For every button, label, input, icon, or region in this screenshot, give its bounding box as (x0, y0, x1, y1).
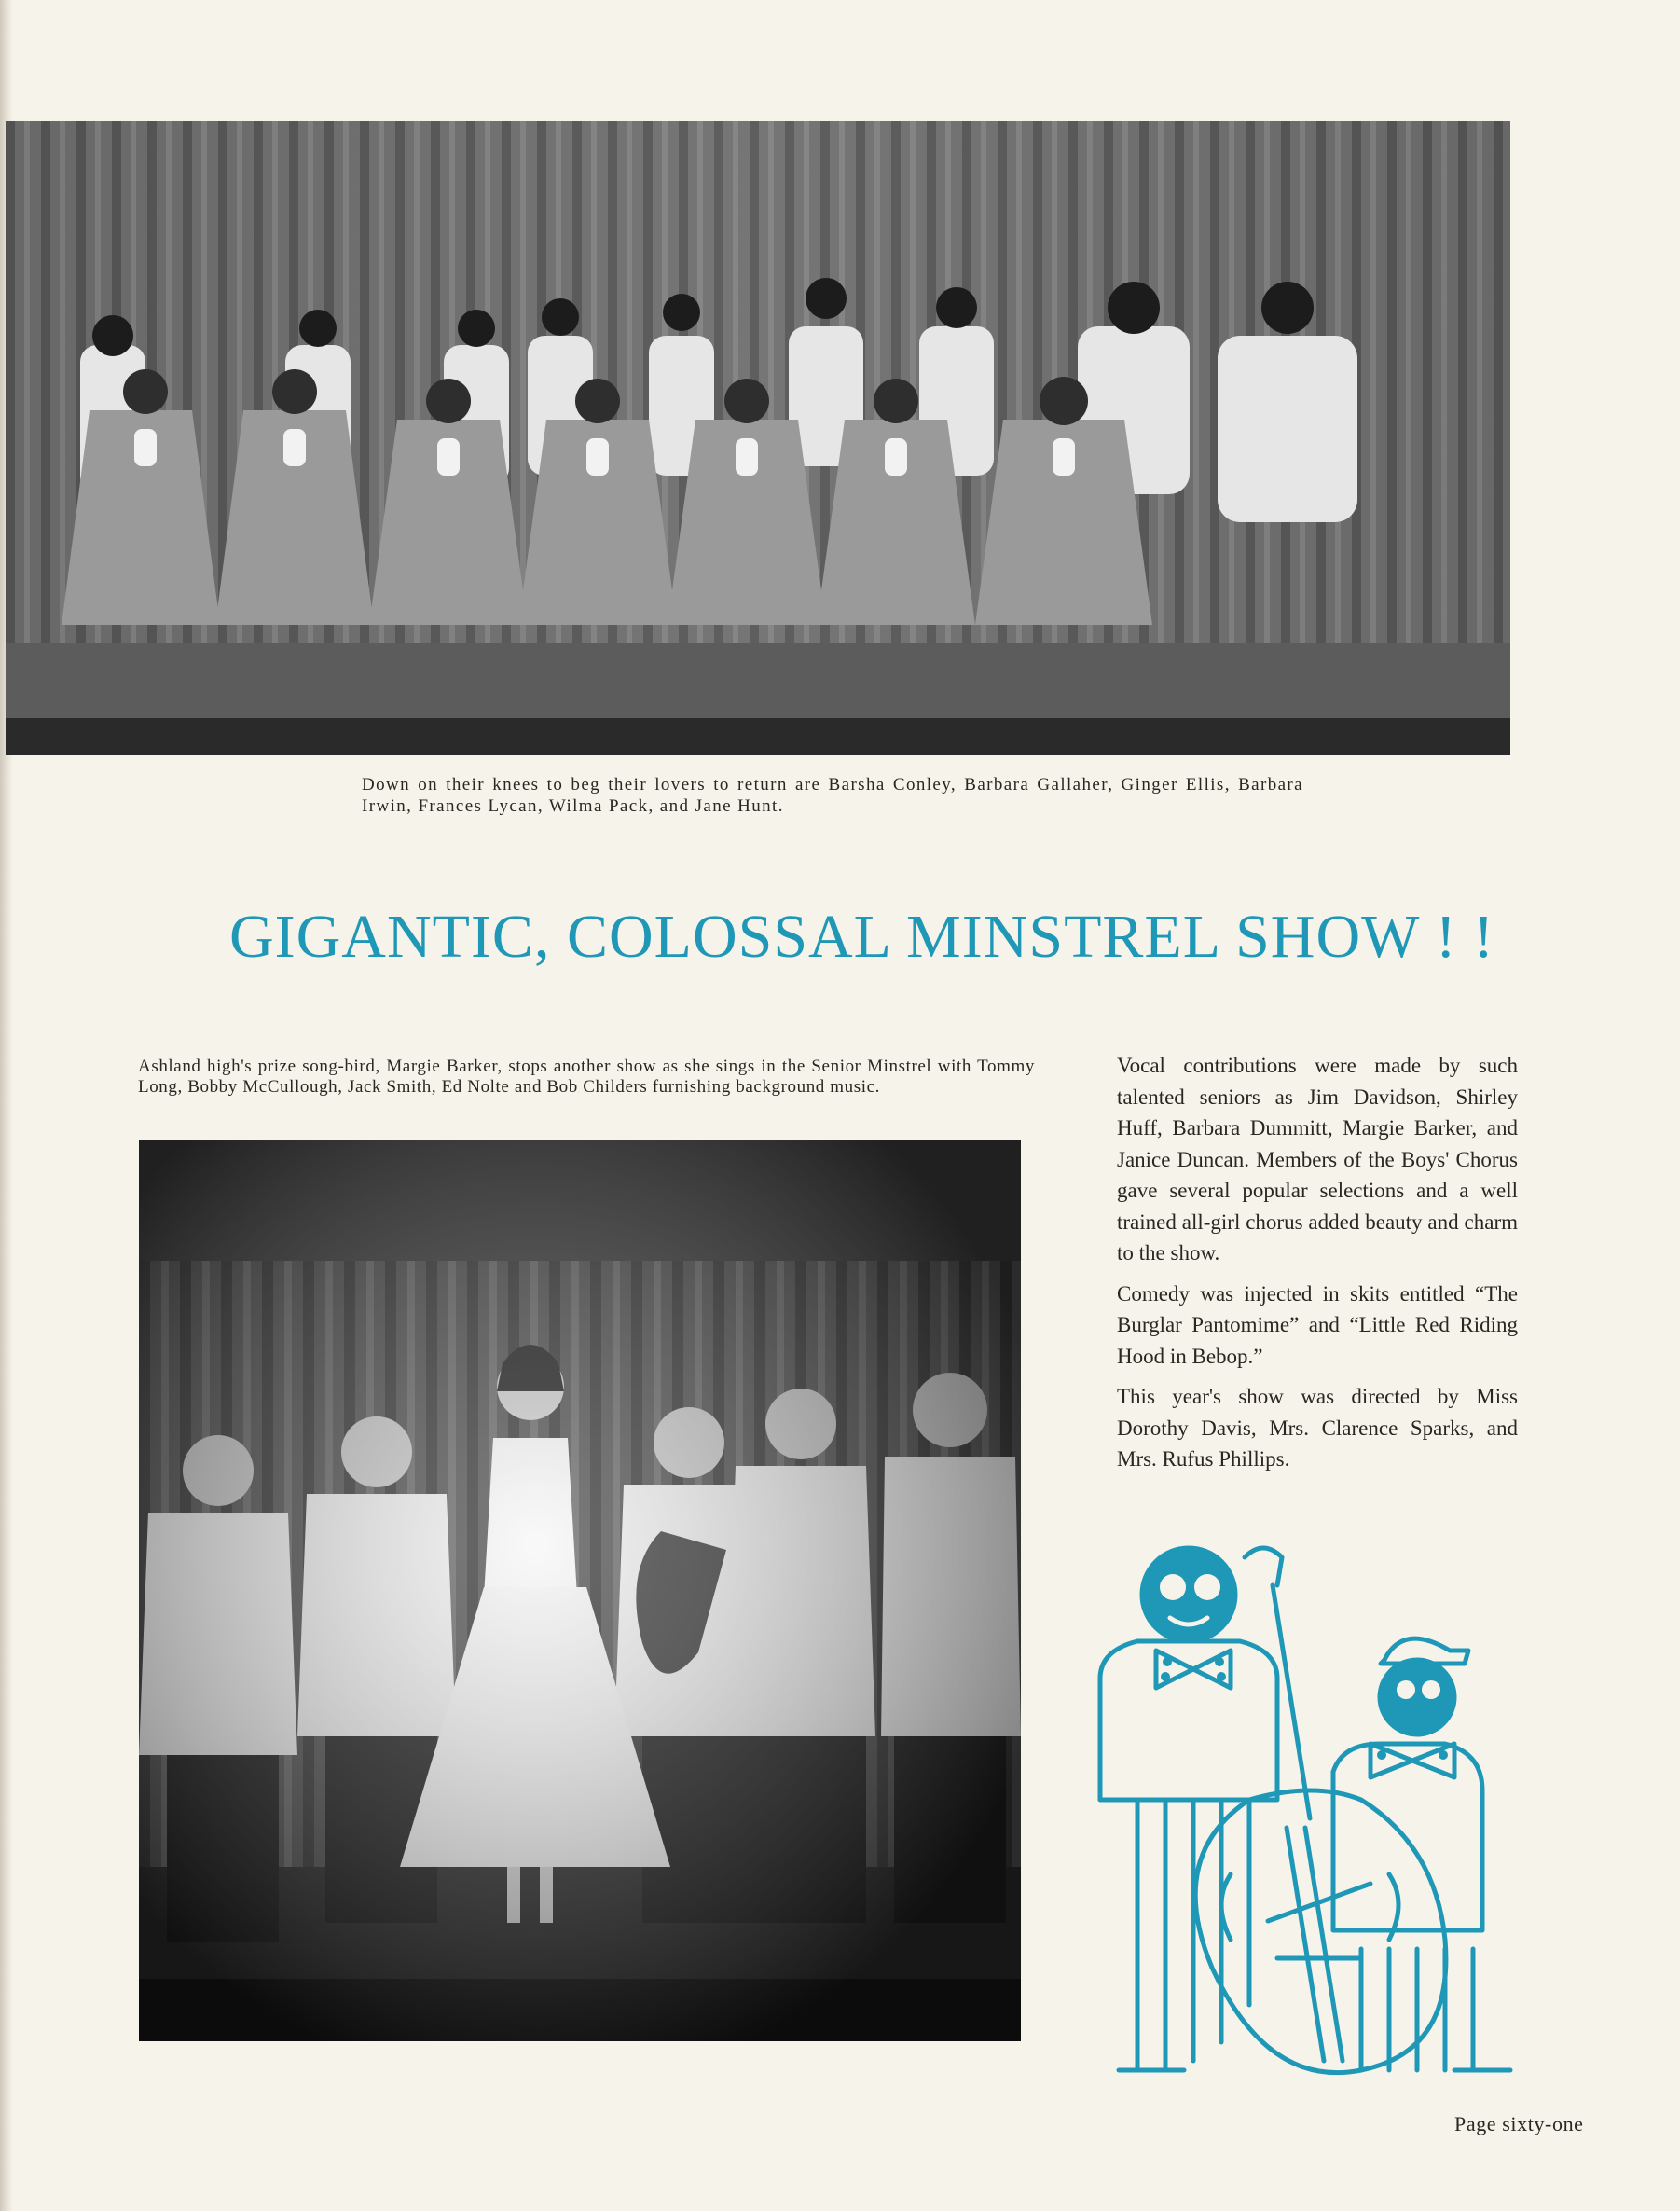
bottom-stage-photo (139, 1140, 1021, 2041)
article-body (1117, 1050, 1518, 1485)
bottom-photo-caption: Ashland high's prize song-bird, Margie Barker, stops another show as she sings in the Senior Minstrel with Tommy Long, Bobby McCullough, Jack Smith, Ed Nolte and Bob Childers furnishing background music. (138, 1057, 1035, 1097)
body-paragraph: Vocal contributions were made by such talented seniors as Jim Davidson, Shirley Huff, Barbara Dummitt, Margie Barker, and Janice Duncan. Members of the Boys' Chorus gave several popular selections and a well trained all-girl chorus added beauty and charm to the show. (1117, 1054, 1518, 1264)
top-stage-photo (6, 121, 1510, 755)
page-headline: GIGANTIC, COLOSSAL MINSTREL SHOW ! ! (229, 903, 1495, 971)
top-photo-caption: Down on their knees to beg their lovers to return are Barsha Conley, Barbara Gallaher, Ginger Ellis, Barbara Irwin, Frances Lycan, Wilma Pack, and Jane Hunt. (362, 775, 1303, 816)
minstrel-bass-player-illustration (1081, 1520, 1529, 2098)
body-paragraph: Comedy was injected in skits entitled “The Burglar Pantomime” and “Little Red Riding Hood in Bebop.” (1117, 1281, 1518, 1368)
page-number: Page sixty-one (1454, 2112, 1584, 2135)
body-paragraph: This year's show was directed by Miss Dorothy Davis, Mrs. Clarence Sparks, and Mrs. Rufus Phillips. (1117, 1385, 1518, 1471)
